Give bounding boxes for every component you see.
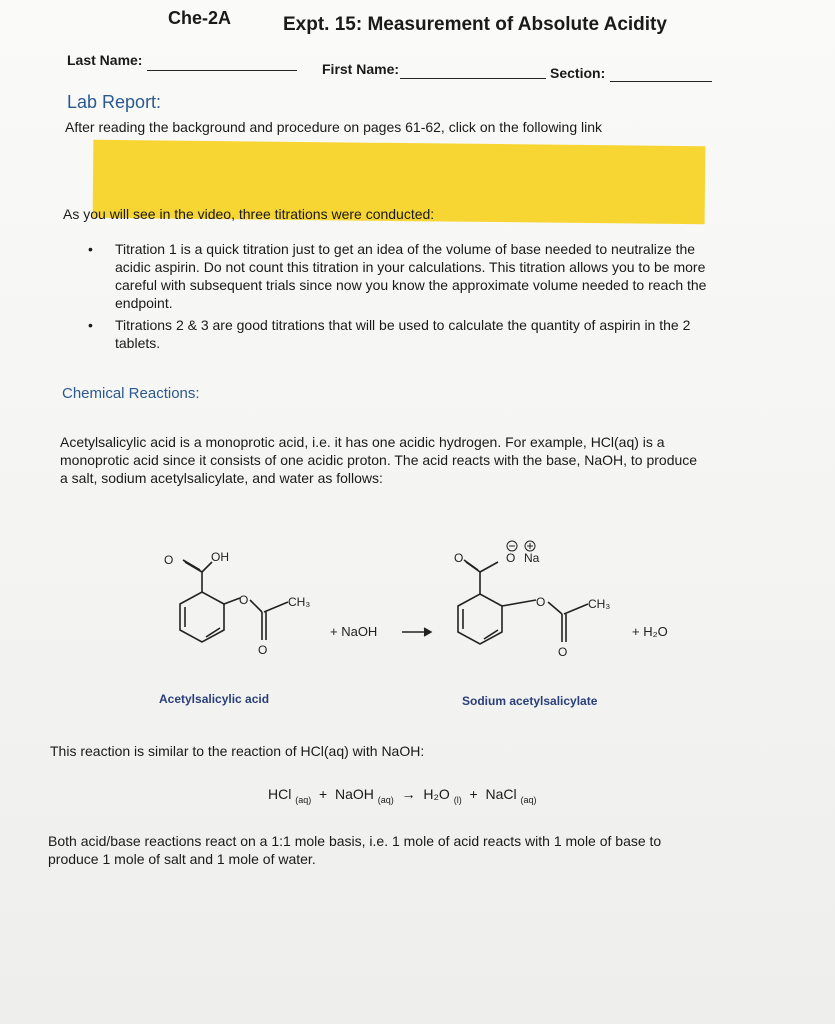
water-formula: H₂O	[423, 786, 450, 802]
oxygen-label: O	[239, 593, 249, 607]
bullet-icon: •	[88, 241, 93, 257]
list-item-text: acidic aspirin. Do not count this titration in your calculations. This titration allows you to be more	[115, 259, 706, 275]
list-item	[85, 316, 785, 352]
oxygen-label: O	[558, 645, 568, 659]
reactant-name: Acetylsalicylic acid	[159, 692, 270, 706]
list-item-text: careful with subsequent trials since now you know the approximate volume needed to reach the	[115, 277, 707, 293]
list-item	[85, 240, 785, 312]
similar-reaction-text: This reaction is similar to the reaction of HCl(aq) with NaOH:	[50, 743, 425, 759]
reaction-scheme	[140, 528, 700, 713]
oxygen-label: O	[258, 643, 268, 657]
reaction-para-line: Acetylsalicylic acid is a monoprotic acid, i.e. it has one acidic hydrogen. For example, HCl(aq) is a	[60, 434, 665, 450]
reaction-para-line: a salt, sodium acetylsalicylate, and water as follows:	[60, 470, 383, 486]
hydroxyl-label: OH	[211, 550, 229, 564]
list-item-text: endpoint.	[115, 295, 173, 311]
list-item-text: tablets.	[115, 335, 161, 351]
last-name-label: Last Name:	[67, 52, 143, 68]
methyl-label: CH₃	[288, 595, 311, 609]
product-name: Sodium acetylsalicylate	[462, 694, 598, 708]
sodium-label: Na	[524, 551, 540, 565]
video-note: As you will see in the video, three titrations were conducted:	[63, 206, 435, 222]
mole-basis-line: produce 1 mole of salt and 1 mole of water.	[48, 851, 316, 867]
bullet-icon: •	[88, 317, 93, 333]
reaction-para-line: monoprotic acid since it consists of one acidic proton. The acid reacts with the base, NaOH, to produce	[60, 452, 698, 468]
sodium-acetylsalicylate-structure	[458, 560, 588, 644]
list-item-text: Titration 1 is a quick titration just to get an idea of the volume of base needed to neutralize the	[115, 241, 696, 257]
state-aq: (aq)	[377, 794, 394, 805]
reaction-arrow-icon	[402, 628, 431, 636]
water-product: + H₂O	[632, 624, 668, 639]
nacl-formula: NaCl	[485, 786, 517, 802]
section-label: Section:	[550, 65, 606, 81]
section-line[interactable]	[610, 81, 712, 82]
last-name-line[interactable]	[147, 70, 297, 71]
experiment-title: Expt. 15: Measurement of Absolute Acidity	[283, 14, 667, 35]
naoh-reagent: + NaOH	[330, 624, 378, 639]
list-item-text: Titrations 2 & 3 are good titrations that will be used to calculate the quantity of aspirin in the 2	[115, 317, 691, 333]
hcl-naoh-equation	[268, 786, 536, 805]
titration-list	[85, 240, 785, 356]
state-liquid: (l)	[453, 794, 462, 805]
state-aq: (aq)	[295, 794, 312, 805]
course-code: Che-2A	[168, 8, 232, 28]
oxygen-label: O	[454, 551, 464, 565]
methyl-label: CH₃	[588, 597, 611, 611]
first-name-line[interactable]	[400, 78, 546, 79]
lab-report-heading: Lab Report:	[67, 92, 162, 112]
oxygen-label: O	[164, 553, 174, 567]
plus-sign: +	[469, 786, 478, 802]
chemical-reactions-heading: Chemical Reactions:	[62, 385, 200, 402]
carboxylate-oxygen-label: O	[506, 551, 516, 565]
plus-sign: +	[319, 786, 328, 802]
hcl-formula: HCl	[268, 786, 292, 802]
oxygen-label: O	[536, 595, 546, 609]
first-name-label: First Name:	[322, 61, 400, 77]
naoh-formula: NaOH	[335, 786, 374, 802]
intro-text: After reading the background and procedure on pages 61-62, click on the following link	[65, 119, 603, 135]
mole-basis-line: Both acid/base reactions react on a 1:1 mole basis, i.e. 1 mole of acid reacts with 1 mole of base to	[48, 833, 662, 849]
reaction-arrow-icon: →	[401, 786, 416, 802]
acetylsalicylic-acid-structure	[180, 560, 288, 642]
state-aq: (aq)	[520, 794, 537, 805]
